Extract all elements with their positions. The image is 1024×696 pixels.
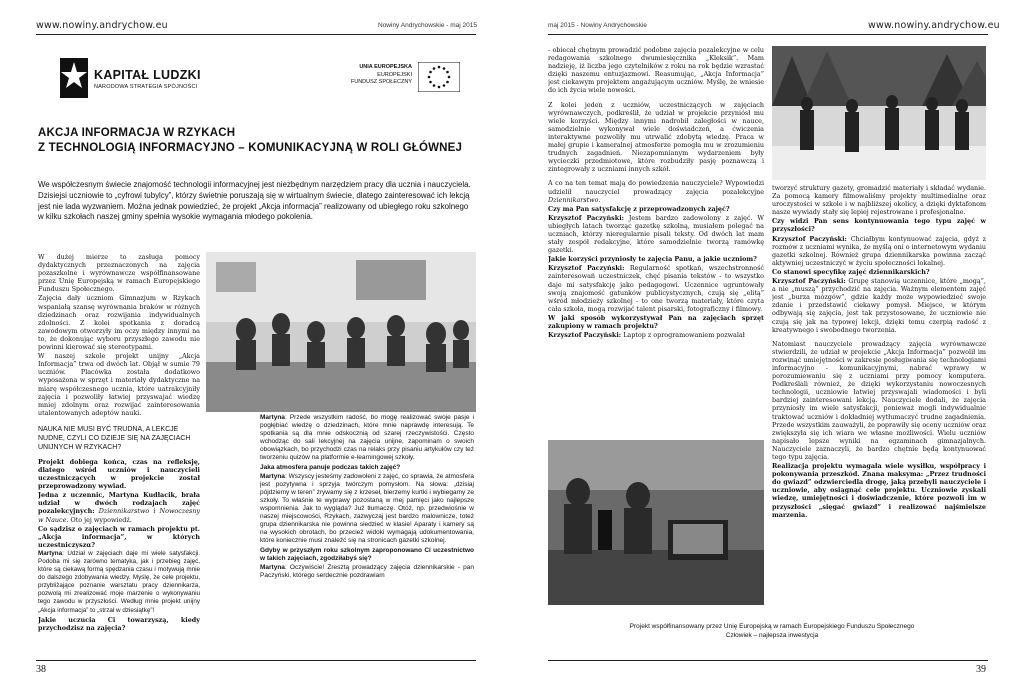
logo-kl-title: KAPITAŁ LUDZKI xyxy=(94,68,201,82)
question: W jaki sposób wykorzystywał Pan na zajęciach sprzęt zakupiony w ramach projektu? xyxy=(548,313,764,330)
left-column-1 xyxy=(38,253,200,673)
article-lead: We współczesnym świecie znajomość technologii informacyjnej jest niezbędnym narzędziem pracy dla ucznia i nauczyciela. Dzisiejsi uczniowie to „cyfrowi tubylcy”, którzy świetnie poruszają się w wirtualnym świecie, dlatego zainteresować ich lekcją jest nie lada wyzwaniem. Można jednak powiedzieć, że projekt „Akcja informacja” realizowany od ubiegłego roku szkolnego w kilku szkołach naszej gminy spełnia wysokie wymagania młodego pokolenia. xyxy=(38,180,471,222)
question: Jedna z uczennic, Martyna Kudłacik, brała udział w dwóch rodzajach zajęć pozalekcyjnych: xyxy=(38,491,200,516)
right-page xyxy=(512,0,1024,696)
speaker: Martyna xyxy=(260,563,285,571)
eu-flag-icon xyxy=(418,62,460,92)
answer: : Oczywiście! Zresztą prowadzący zajęcia dziennikarskie - pan Paczyński, którego serdecznie pozdrawiam xyxy=(260,563,474,579)
eu-logo-line2: EUROPEJSKI xyxy=(377,72,412,78)
article-title-line1: AKCJA INFORMACJA W RZYKACH xyxy=(38,127,236,139)
right-column-2 xyxy=(772,184,986,602)
classroom-photo xyxy=(206,252,476,412)
question: Czy widzi Pan sens kontynuowania tego typu zajęć w przyszłości? xyxy=(772,217,986,234)
kapital-ludzki-logo xyxy=(60,56,230,100)
answer: Chciałbym kontynuować zajęcia, gdyż z rozmów z uczniami wynika, że myślą oni o internetowym wydaniu gazetki szkolnej. Również grupa dziennikarska powinna zacząć aktywniej uczestniczyć w życiu społeczności lokalnej. xyxy=(772,234,986,267)
kapital-ludzki-emblem-icon xyxy=(60,58,88,98)
answer: Laptop z oprogramowaniem pozwalał xyxy=(621,331,745,340)
question: Gdyby w przyszłym roku szkolnym zaproponowano Ci uczestnictwo w takich zajęciach, zgodziłabyś się? xyxy=(260,546,474,562)
funding-caption-line1: Projekt współfinansowany przez Unię Europejską w ramach Europejskiego Funduszu Społecznego xyxy=(629,623,915,630)
right-column-1 xyxy=(548,46,764,426)
speaker: Krzysztof Paczyński: xyxy=(772,277,846,286)
course-names: Dziennikarstwo i Nowoczesny w Nauce. xyxy=(38,507,200,524)
site-url[interactable]: www.nowiny.andrychow.eu xyxy=(868,20,1000,31)
logo-kl-subtitle: NARODOWA STRATEGIA SPÓJNOŚCI xyxy=(94,84,198,90)
question: Co sądzisz o zajęciach w ramach projektu pt. „Akcja informacja”, w których uczestniczyszα? xyxy=(38,524,200,549)
course-name: Dziennikarstwo. xyxy=(548,195,601,204)
left-column-2 xyxy=(260,414,474,670)
answer: : Udział w zajęciach daje mi wiele satysfakcji. Podoba mi się zarówno tematyka, jak i przebieg zajęć, które są ciekawą formą spędzania czasu i motywują mnie do dalszego zdobywania wiedzy. Myślę, że cele projektu, przybliżające poznanie warsztatu pracy dziennikarza, pozwolą mi zrealizować moje marzenie o wykonywaniu tego zawodu w przyszłości. Według mnie projekt unijny „Akcja informacja” to „strzał w dziesiątkę”! xyxy=(38,549,200,614)
paragraph: Zajęcia dały uczniom Gimnazjum w Rzykach wspaniałą szansę wyrównania braków w różnych dziedzinach oraz rozwijania indywidualnych zdolności. Z kolei spotkania z doradcą zawodowym otworzyły im oczy między innymi na to, że dokonując wyboru przyszłego zawodu nie powinni kierować się stereotypami. xyxy=(38,294,200,352)
answer: Jestem bardzo zadowolony z zajęć. W ubiegłych latach tworząc gazetkę szkolną, musiałem polegać na uczniach, którzy nieregularnie pisali teksty. Od dwóch lat mam stały zespół redakcyjne, które samodzielnie tworzą ramówkę gazetki. xyxy=(548,213,764,255)
paragraph: W dużej mierze to zasługa pomocy dydaktycznych przeznaczonych na zajęcia pozaszkolne i wyrównawcze współfinansowane przez Unię Europejską w ramach Europejskiego Funduszu Społecznego. xyxy=(38,253,200,294)
paragraph: Natomiast nauczyciele prowadzący zajęcia wyrównawcze stwierdzili, że udział w projekcie „Akcja Informacja” pozwolił im rozwinąć umiejętności w zakresie posługiwania się technologiami informacyjno - komunikacyjnymi, nabrać wprawy w porozumiewaniu się z uczniami przy pomocy komputera. Podkreślali również, że dzięki wykorzystaniu nowoczesnych technologii, uczniowie łatwiej przyswajali wiadomości i byli bardziej zainteresowani lekcją. Nauczyciele dodali, że zajęcia przyniosły im wiele satysfakcji, ponieważ mogli indywidualnie traktować uczniów i dokładniej wytłumaczyć trudne zagadnienia. Przede wszystkim zauważyli, że poprawiły się oceny uczniów oraz zwiększyła się ich wiara we własne możliwości. Wielu uczniów napisało lepsze wyniki na egzaminach gimnazjalnych. Nauczyciele zaznaczyli, że bardzo chętnie będą kontynuować tego typu zajęcia. xyxy=(772,339,986,461)
paragraph: Z kolei jeden z uczniów, uczestniczących w zajęciach wyrównawczych, podkreślił, że udział w projekcie przyniósł mu wiele korzyści. Między innymi nadrobił zaległości w nauce, samodzielnie wykonywał wiele doświadczeń, a ćwiczenia interaktywne pozwoliły mu utrwalić zdobytą wiedzę. Praca w małej grupie i kameralnej atmosferze pomogła mu w zrozumieniu trudnych zagadnień. Niezapomnianym wydarzeniem były wycieczki przedmiotowe, które rozbudziły pasję poznawczą i zintegrowały z uczniami innych szkół. xyxy=(548,100,764,174)
page-number: 39 xyxy=(976,664,986,675)
eu-logo xyxy=(340,62,460,98)
speaker: Krzysztof Paczyński: xyxy=(548,213,624,222)
question: Jaka atmosfera panuje podczas takich zajęć? xyxy=(260,463,401,471)
eu-logo-line1: UNIA EUROPEJSKA xyxy=(359,64,412,70)
answer: : Przede wszystkim radość, bo mogę realizować swoje pasje i pogłębiać wiedzę o dziedzinach, które mnie naprawdę interesują. Te spotkania są dla mnie odskocznią od szarej rzeczywistości. Często wchodząc do sali lekcyjnej na zajęcia unijne, zapominam o swoich obowiązkach, bo przychodzi czas na relaks przy pisaniu artykułów czy też tworzeniu quizów na platformie e-learningowej szkoły. xyxy=(260,414,474,462)
footer-rule xyxy=(36,660,476,661)
speaker: Krzysztof Paczyński: xyxy=(548,331,622,340)
header-rule xyxy=(548,34,988,35)
article-title-line2: Z TECHNOLOGIĄ INFORMACYJNO – KOMUNIKACYJNĄ W ROLI GŁÓWNEJ xyxy=(38,142,463,154)
winter-photo-image xyxy=(772,46,986,180)
page-number: 38 xyxy=(36,664,46,675)
funding-caption-line2: Człowiek – najlepsza inwestycja xyxy=(725,632,819,639)
closing-paragraph: Realizacja projektu wymagała wiele wysiłku, współpracy i pokonywania przeszkód. Znana maksyma: „Przez trudności do gwiazd” odzwierciedla drogę, jaką przebyli nauczyciele i uczniowie, aby osiągnąć cele projektu. Uczniowie zyskali wiedzę, umiejętności i doświadczenie, które pozwoli im w przyszłości „sięgać gwiazd” i realizować najśmielsze marzenia. xyxy=(772,462,986,519)
speaker: Martyna xyxy=(260,414,285,421)
speaker: Martyna xyxy=(38,549,63,557)
site-url[interactable]: www.nowiny.andrychow.eu xyxy=(36,20,168,31)
speaker: Krzysztof Paczyński: xyxy=(772,234,847,243)
lab-photo xyxy=(548,440,764,605)
eu-logo-line3: FUNDUSZ SPOŁECZNY xyxy=(350,79,412,85)
footer-rule xyxy=(548,660,988,661)
paragraph: - obiecał chętnym prowadzić podobne zajęcia pozalekcyjne w celu redagowania szkolnego dwumiesięcznika „Kleksik”. Mam nadzieję, iż liczba jego czytelników z roku na rok będzie wzrastać dzięki naszemu entuzjazmowi. Reasumując, „Akcja Informacja” jest ciekawym projektem angażującym uczniów. Myślę, że wniesie do ich życia wiele nowości. xyxy=(548,46,764,95)
paragraph: tworzyć struktury gazety, gromadzić materiały i składać wydanie. Za pomocą kamery filmowaliśmy projekty multimedialne oraz uroczystości w szkole i w najbliższej okolicy, a dzięki dyktafonom nasze wywiady stały się lepiej rejestrowane i profesjonalne. xyxy=(772,184,986,217)
paragraph: W naszej szkole projekt unijny „Akcja Informacja” trwa od dwóch lat. Objął w sumie 79 uczniów. Placówka została dodatkowo wyposażona w sprzęt i materiały dydaktyczne na miarę współczesnego ucznia, które uatrakcyjniły zajęcia i pozwoliły łatwiej przyswajać wiedzę mniej zdolnym oraz rozwijać zainteresowania utalentowanych adeptów nauki. xyxy=(38,352,200,417)
classroom-photo-image xyxy=(206,252,476,412)
question: Jakie korzyści przyniosły te zajęcia Panu, a jakie uczniom? xyxy=(548,255,757,264)
speaker: Krzysztof Paczyński: xyxy=(548,264,625,273)
section-heading: NAUKA NIE MUSI BYĆ TRUDNA, A LEKCJE NUDNE, CZYLI CO DZIEJE SIĘ NA ZAJĘCIACH UNIJNYCH W RZYKACH? xyxy=(38,425,191,451)
lab-photo-image xyxy=(548,440,764,605)
answer: : Wszyscy jesteśmy zadowoleni z zajęć, co sprawia, że atmosfera jest pozytywna i sprzyja twórczym pomysłom. Na słowa: „dzisiaj pójdziemy w teren” zrywamy się z krzeseł, bierzemy kurtki i wybiegamy ze szkoły. To właśnie te wyprawy pozostaną w mej pamięci jako najlepsze wspomnienia. Jak to wygląda? Już tłumaczę. Otóż, np. przedwiośnie w naszej miejscowości, Rzykach, zazwyczaj jest bardzo malownicze, toteż grupa dziennikarska nie powinna siedzieć w klasie! Aparaty i kamery są na wysokich obrotach, bo przecież widoki wymagają udokumentowania, które koniecznie musi znaleźć się na stronicach gazetki szkolnej. xyxy=(260,472,474,545)
paragraph: Oto jej wypowiedź. xyxy=(70,515,132,524)
answer: Grupę stanowią uczennice, które „mogą”, a nie „muszą” przychodzić na zajęcia. Ważnym elementem zajęć jest „burza mózgów”, gdzie każdy może wypowiedzieć swoje zdanie i przedstawić ciekawy pomysł. Miejsce, w którym odbywają się zajęcia, jest tak przystosowane, że uczniowie nie czują się jak na typowej lekcji, dzięki temu czerpią radość z kreatywnego i swobodnego tworzenia. xyxy=(772,277,986,334)
running-head: Nowiny Andrychowskie - maj 2015 xyxy=(378,22,477,29)
speaker: Martyna xyxy=(260,472,285,480)
question: Projekt dobiega końca, czas na refleksję, dlatego wśród uczniów i nauczycieli uczestniczących w projekcie został przeprowadzony wywiad. xyxy=(38,457,200,491)
header-rule xyxy=(36,34,476,35)
question: Czy ma Pan satysfakcję z przeprowadzonych zajęć? xyxy=(548,204,730,213)
question: Co stanowi specyfikę zajęć dziennikarskich? xyxy=(772,267,930,276)
running-head: maj 2015 - Nowiny Andrychowskie xyxy=(548,22,647,29)
winter-photo xyxy=(772,46,986,180)
question: Jakie uczucia Ci towarzyszą, kiedy przychodzisz na zajęcia? xyxy=(38,615,200,632)
answer: Regularność spotkań, wszechstronność zainteresowań uczestniczek, chęć pisania tekstów - to wszystko daje mi satysfakcję jako pedagogowi. Uczennice ugruntowały swoją znajomość gatunków publicystycznych, czują się „elitą” wśród młodzieży szkolnej - to one tworzą materiały, które czyta cała szkoła, mogą rozwijać talent pisarski, fotograficzny i filmowy. xyxy=(548,264,764,313)
paragraph: A co na ten temat mają do powiedzenia nauczyciele? Wypowiedzi udzielił nauczyciel prowadzący zajęcia pozalekcyjne xyxy=(548,179,764,196)
